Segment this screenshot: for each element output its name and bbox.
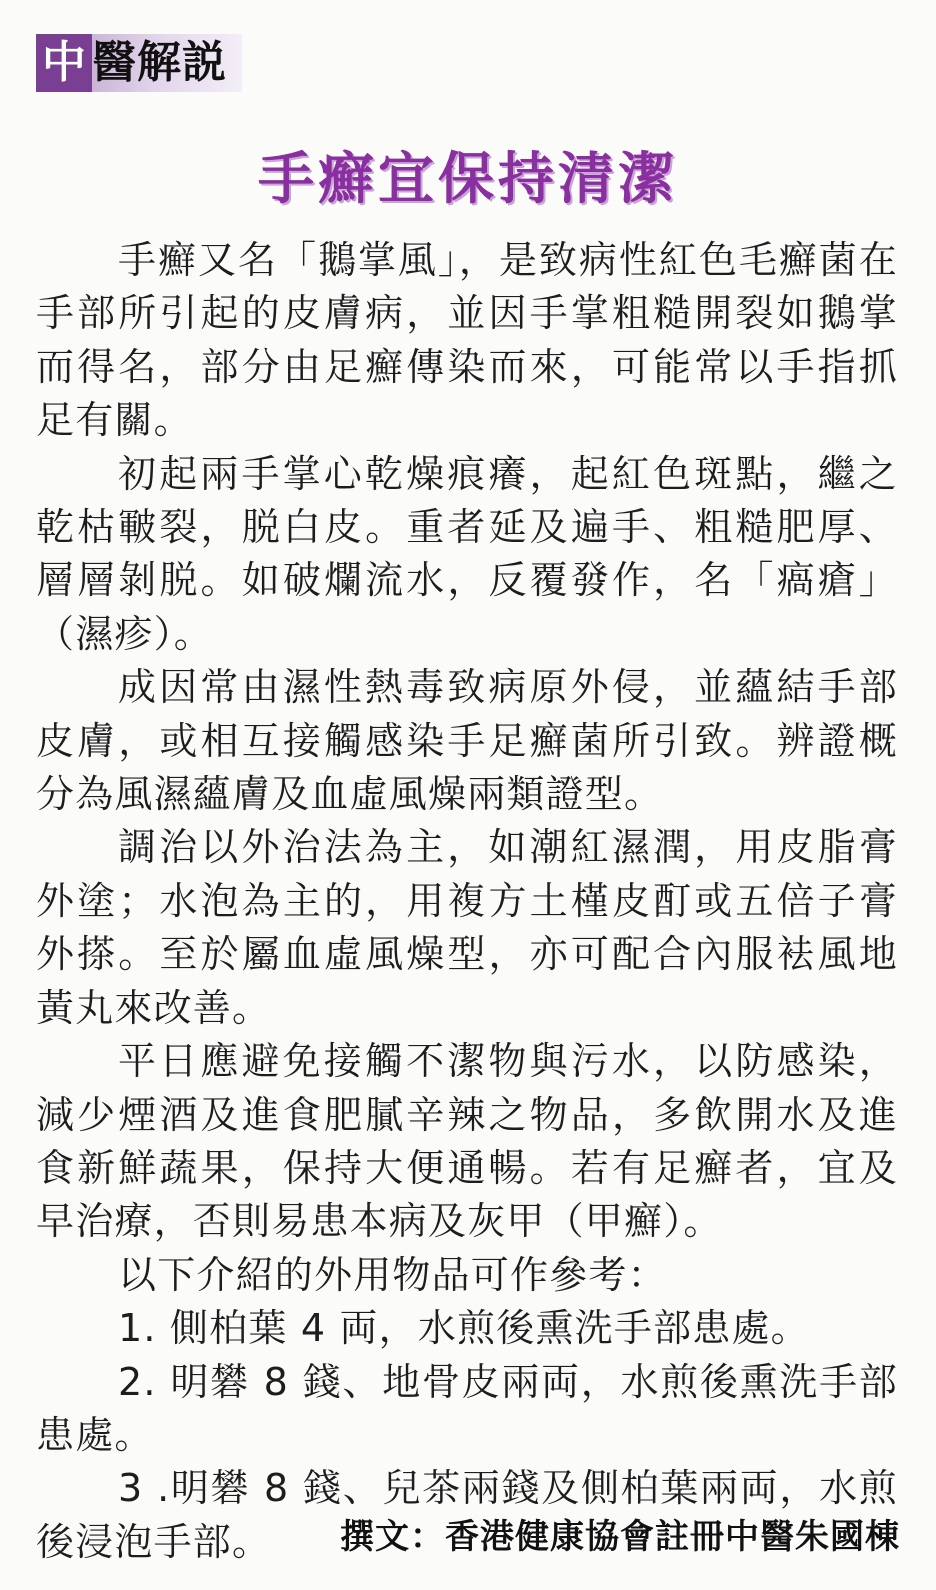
article-body [36,234,898,1569]
paragraph-3: 成因常由濕性熱毒致病原外侵，並蘊結手部皮膚，或相互接觸感染手足癬菌所引致。辨證概分為風濕蘊膚及血虛風燥兩類證型。 [36,665,898,817]
paragraph-5: 平日應避免接觸不潔物與污水，以防感染，減少煙酒及進食肥膩辛辣之物品，多飲開水及進食新鮮蔬果，保持大便通暢。若有足癬者，宜及早治療，否則易患本病及灰甲（甲癬）。 [36,1039,898,1244]
list-item-3: 3 .明礬 8 錢、兒茶兩錢及側柏葉兩両，水煎後浸泡手部。 [36,1466,898,1564]
byline: 撰文：香港健康協會註冊中醫朱國棟 [340,1517,900,1557]
column-badge: 中 [36,34,92,92]
list-item-1: 1. 側柏葉 4 両，水煎後熏洗手部患處。 [118,1306,810,1351]
paragraph-2: 初起兩手掌心乾燥痕癢，起紅色斑點，繼之乾枯皸裂，脱白皮。重者延及遍手、粗糙肥厚、層層剝脱。如破爛流水，反覆發作，名「瘑瘡」（濕疹）。 [36,451,898,656]
list-item-2: 2. 明礬 8 錢、地骨皮兩両，水煎後熏洗手部患處。 [36,1359,898,1457]
paragraph-6: 以下介紹的外用物品可作參考： [118,1252,667,1297]
column-name: 醫解説 [92,37,227,88]
paragraph-4: 調治以外治法為主，如潮紅濕潤，用皮脂膏外塗；水泡為主的，用複方土槿皮酊或五倍子膏外搽。至於屬血虛風燥型，亦可配合內服袪風地黃丸來改善。 [36,825,898,1030]
column-header [36,34,242,92]
article-title: 手癬宜保持清潔 [258,147,678,212]
paragraph-1: 手癬又名「鵝掌風」，是致病性紅色毛癬菌在手部所引起的皮膚病，並因手掌粗糙開裂如鵝掌而得名，部分由足癬傳染而來，可能常以手指抓足有關。 [36,238,898,443]
